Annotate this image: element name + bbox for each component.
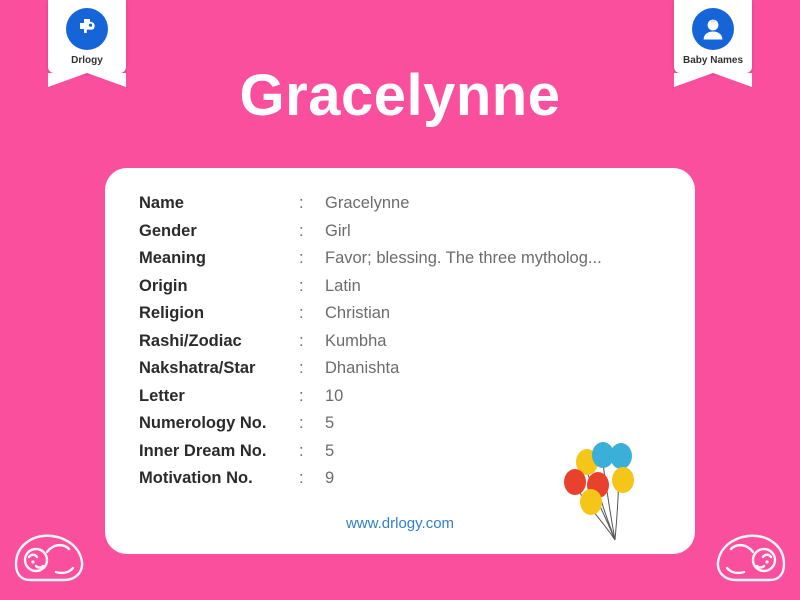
row-separator: :	[299, 414, 304, 432]
table-row	[139, 332, 661, 360]
row-separator: :	[299, 221, 304, 240]
row-value: Christian	[325, 304, 391, 322]
badge-baby-names-label: Baby Names	[682, 55, 744, 66]
row-separator: :	[299, 469, 304, 487]
row-label: Motivation No.	[139, 469, 253, 487]
row-label: Gender	[139, 221, 197, 240]
row-label: Rashi/Zodiac	[139, 331, 242, 350]
row-label: Numerology No.	[139, 414, 267, 432]
website-link[interactable]: www.drlogy.com	[345, 515, 455, 532]
table-row	[139, 359, 661, 387]
page-title: Gracelynne	[239, 63, 561, 128]
row-value: Girl	[325, 221, 351, 240]
row-value: Latin	[325, 276, 361, 295]
table-row	[139, 414, 661, 442]
row-value: 9	[325, 469, 335, 487]
badge-drlogy-label: Drlogy	[71, 55, 103, 66]
row-value: 10	[325, 386, 344, 405]
row-label: Origin	[139, 276, 188, 295]
row-label: Meaning	[139, 249, 206, 267]
row-value: 5	[325, 441, 335, 460]
row-value: Gracelynne	[325, 194, 410, 212]
baby-outline-icon	[702, 502, 794, 594]
row-separator: :	[299, 276, 304, 295]
drlogy-logo-icon	[66, 8, 108, 50]
row-value: Kumbha	[325, 331, 387, 350]
balloons-illustration	[553, 440, 673, 550]
row-separator: :	[299, 249, 304, 267]
row-label: Inner Dream No.	[139, 441, 267, 460]
name-details-card	[105, 168, 695, 554]
table-row	[139, 387, 661, 415]
row-separator: :	[299, 386, 304, 405]
row-value: 5	[325, 414, 335, 432]
table-row	[139, 249, 661, 277]
row-separator: :	[299, 194, 304, 212]
baby-avatar-icon	[692, 8, 734, 50]
row-label: Letter	[139, 386, 185, 405]
row-separator: :	[299, 331, 304, 350]
row-value: Favor; blessing. The three mytholog...	[325, 249, 602, 267]
row-separator: :	[299, 441, 304, 460]
row-label: Nakshatra/Star	[139, 359, 256, 377]
table-row	[139, 277, 661, 305]
baby-outline-icon	[6, 502, 98, 594]
row-label: Religion	[139, 304, 205, 322]
row-label: Name	[139, 194, 184, 212]
table-row	[139, 304, 661, 332]
table-row	[139, 194, 661, 222]
table-row	[139, 222, 661, 250]
row-value: Dhanishta	[325, 359, 400, 377]
row-separator: :	[299, 304, 304, 322]
badge-baby-names[interactable]	[674, 0, 752, 73]
row-separator: :	[299, 359, 304, 377]
